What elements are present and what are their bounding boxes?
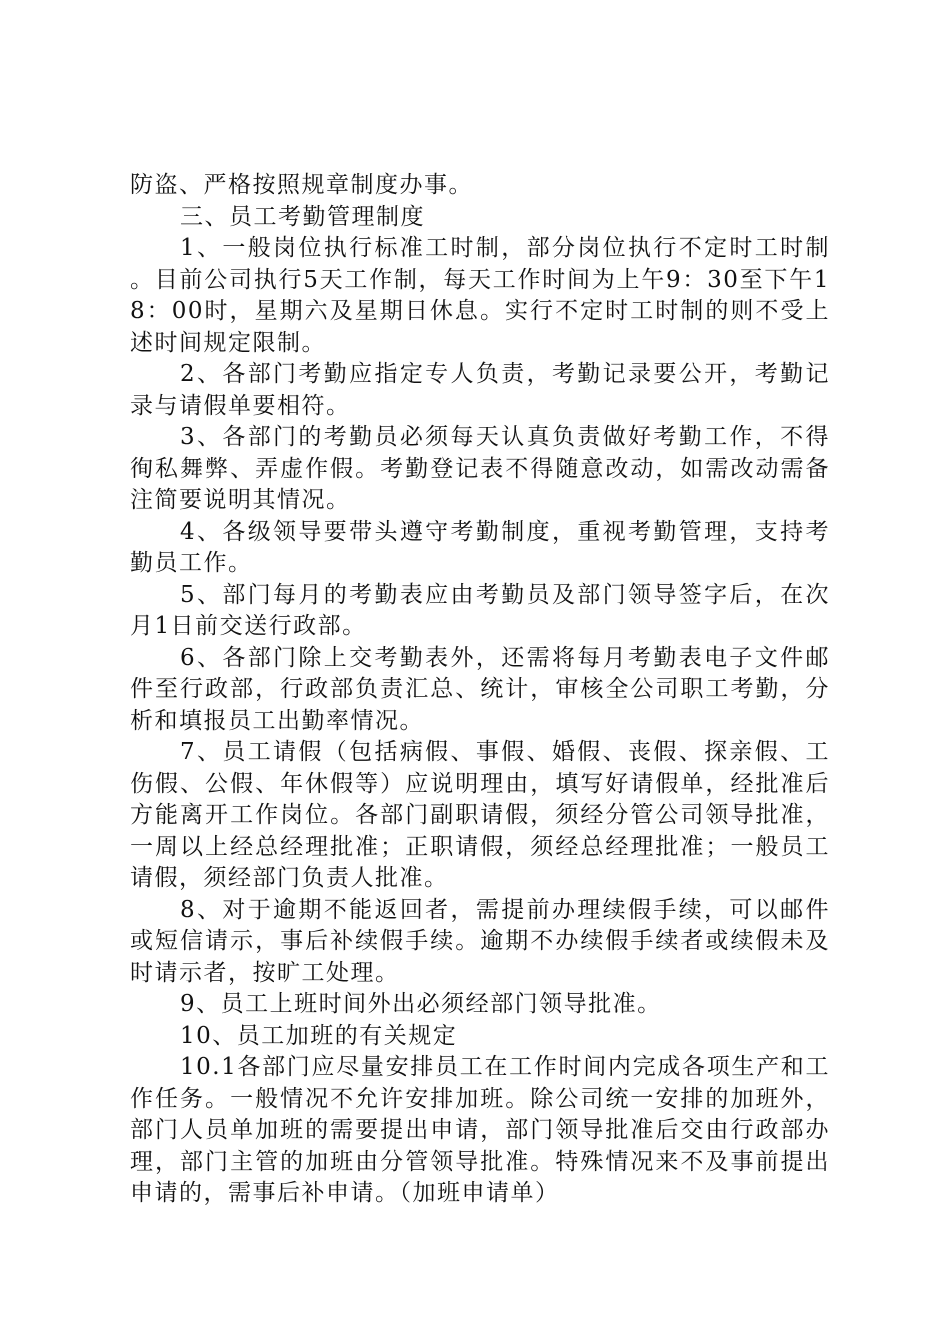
paragraph-item-5: 5、部门每月的考勤表应由考勤员及部门领导签字后，在次月1日前交送行政部。	[130, 581, 830, 639]
paragraph-item-1: 1、一般岗位执行标准工时制，部分岗位执行不定时工时制。目前公司执行5天工作制，每天工作时间为上午9：30至下午18：00时，星期六及星期日休息。实行不定时工时制的则不受上述时间规定限制。	[130, 235, 830, 356]
paragraph-item-10: 10、员工加班的有关规定	[180, 1022, 458, 1049]
paragraph-item-6: 6、各部门除上交考勤表外，还需将每月考勤表电子文件邮件至行政部，行政部负责汇总、统计，审核全公司职工考勤，分析和填报员工出勤率情况。	[130, 644, 830, 734]
paragraph-item-3: 3、各部门的考勤员必须每天认真负责做好考勤工作，不得徇私舞弊、弄虚作假。考勤登记表不得随意改动，如需改动需备注简要说明其情况。	[130, 424, 830, 513]
paragraph-item-8: 8、对于逾期不能返回者，需提前办理续假手续，可以邮件或短信请示，事后补续假手续。逾期不办续假手续者或续假未及时请示者，按旷工处理。	[130, 896, 830, 986]
paragraph-item-7: 7、员工请假（包括病假、事假、婚假、丧假、探亲假、工伤假、公假、年休假等）应说明理由，填写好请假单，经批准后方能离开工作岗位。各部门副职请假，须经分管公司领导批准，一周以上经总经理批准；正职请假，须经总经理批准；一般员工请假，须经部门负责人批准。	[130, 739, 830, 891]
section-heading: 三、员工考勤管理制度	[180, 203, 425, 230]
document-body	[130, 170, 830, 1210]
paragraph-continuation: 防盗、严格按照规章制度办事。	[130, 172, 473, 198]
paragraph-item-9: 9、员工上班时间外出必须经部门领导批准。	[180, 991, 662, 1017]
paragraph-item-2: 2、各部门考勤应指定专人负责，考勤记录要公开，考勤记录与请假单要相符。	[130, 361, 830, 419]
paragraph-item-10-1: 10.1各部门应尽量安排员工在工作时间内完成各项生产和工作任务。一般情况不允许安排加班。除公司统一安排的加班外，部门人员单加班的需要提出申请，部门领导批准后交由行政部办理，部门主管的加班由分管领导批准。特殊情况来不及事前提出申请的，需事后补申请。（加班申请单）	[130, 1054, 830, 1206]
paragraph-item-4: 4、各级领导要带头遵守考勤制度，重视考勤管理，支持考勤员工作。	[130, 518, 830, 576]
